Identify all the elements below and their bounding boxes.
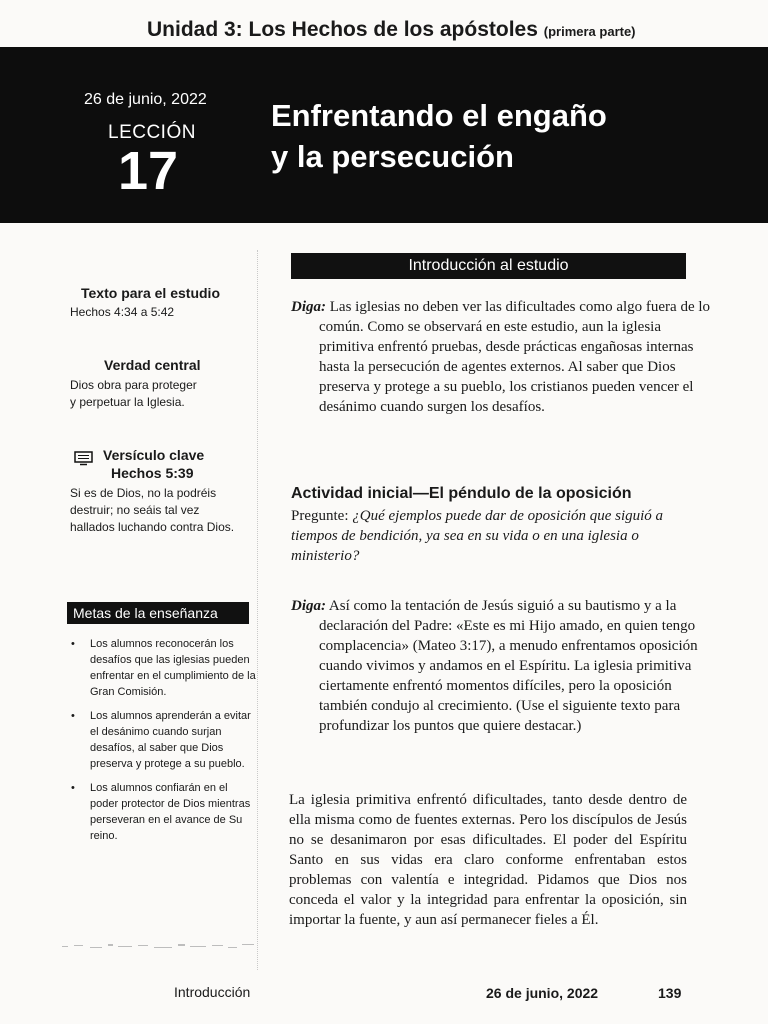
activity-title: Actividad inicial—El péndulo de la oposición xyxy=(291,485,632,502)
central-truth-text xyxy=(70,377,197,411)
activity-question: ¿Qué ejemplos puede dar de oposición que siguió a tiempos de bendición, ya sea en su vida o en una iglesia o ministerio? xyxy=(291,508,664,564)
goals-list xyxy=(68,636,258,852)
column-divider xyxy=(257,250,258,970)
say-paragraph-2 xyxy=(291,596,719,736)
footer-date: 26 de junio, 2022 xyxy=(486,985,599,1001)
key-verse-text xyxy=(70,485,234,536)
key-verse-line: hallados luchando contra Dios. xyxy=(70,520,235,534)
goal-item: • Los alumnos reconocerán los desafíos que las iglesias pueden enfrentar en el cumplimiento de la Gran Comisión. xyxy=(68,636,258,700)
lesson-number: 17 xyxy=(118,141,179,201)
book-screen-icon xyxy=(74,451,93,466)
unit-subtitle: (primera parte) xyxy=(543,24,636,39)
central-truth-line: y perpetuar la Iglesia. xyxy=(70,395,185,409)
unit-header xyxy=(147,18,636,42)
intro-heading: Introducción al estudio xyxy=(291,253,686,279)
activity-prompt xyxy=(291,506,687,566)
study-text-value: Hechos 4:34 a 5:42 xyxy=(70,305,175,319)
page-number: 139 xyxy=(658,985,682,1001)
say-text: Las iglesias no deben ver las dificultades como algo fuera de lo común. Como se observará en este estudio, aun la iglesia primitiva enfrentó pruebas, desde prácticas engañosas internas hasta la persecución de agentes externos. Al saber que Dios preserva y protege a su pueblo, los cristianos pueden vencer el desánimo cuando surgen los desafíos. xyxy=(319,299,711,415)
scan-artifact xyxy=(60,938,260,952)
activity-prompt-label: Pregunte: xyxy=(291,508,353,524)
say-label: Diga: xyxy=(291,299,326,315)
goal-item: • Los alumnos aprenderán a evitar el desánimo cuando surjan desafíos, al saber que Dios preserva y protege a su pueblo. xyxy=(68,708,258,772)
key-verse-reference: Hechos 5:39 xyxy=(111,465,194,481)
lesson-title-line1: Enfrentando el engaño xyxy=(271,98,607,133)
lesson-label: LECCIÓN xyxy=(108,122,196,143)
central-truth-line: Dios obra para proteger xyxy=(70,378,197,392)
say-text: Así como la tentación de Jesús siguió a su bautismo y a la declaración del Padre: «Este es mi Hijo amado, en quien tengo complacencia» (Mateo 3:17), a menudo enfrentamos oposición cuando vivimos y andamos en el Espíritu. La iglesia primitiva ciertamente enfrentó momentos difíciles, pero la oposición también condujo al crecimiento. (Use el siguiente texto para profundizar los puntos que quiere destacar.) xyxy=(319,598,698,734)
say-paragraph-1 xyxy=(291,297,719,417)
goals-heading: Metas de la enseñanza xyxy=(67,602,249,624)
lesson-date: 26 de junio, 2022 xyxy=(84,91,207,108)
lesson-banner xyxy=(0,47,768,223)
footer-section: Introducción xyxy=(174,984,251,1000)
key-verse-heading: Versículo clave xyxy=(103,447,205,463)
lesson-title xyxy=(271,95,731,177)
key-verse-line: Si es de Dios, no la podréis xyxy=(70,486,217,500)
body-paragraph: La iglesia primitiva enfrentó dificultades, tanto desde dentro de ella misma como de fuentes externas. Pero los discípulos de Jesús no se desanimaron por esas dificultades. El poder del Espíritu Santo en sus vidas era claro conforme enfrentaban estos problemas con valentía e integridad. Pidamos que Dios nos conceda el valor y la integridad para enfrentar la oposición, sin importar la fuente, y aun así permanecer fieles a Él. xyxy=(289,792,687,928)
lesson-title-line2: y la persecución xyxy=(271,139,514,174)
unit-title: Unidad 3: Los Hechos de los apóstoles xyxy=(147,18,538,41)
key-verse-line: destruir; no seáis tal vez xyxy=(70,503,200,517)
goal-item: • Los alumnos confiarán en el poder protector de Dios mientras perseveran en el avance de Su reino. xyxy=(68,780,258,844)
central-truth-heading: Verdad central xyxy=(104,357,201,373)
say-label: Diga: xyxy=(291,598,326,614)
study-text-heading: Texto para el estudio xyxy=(81,285,220,301)
